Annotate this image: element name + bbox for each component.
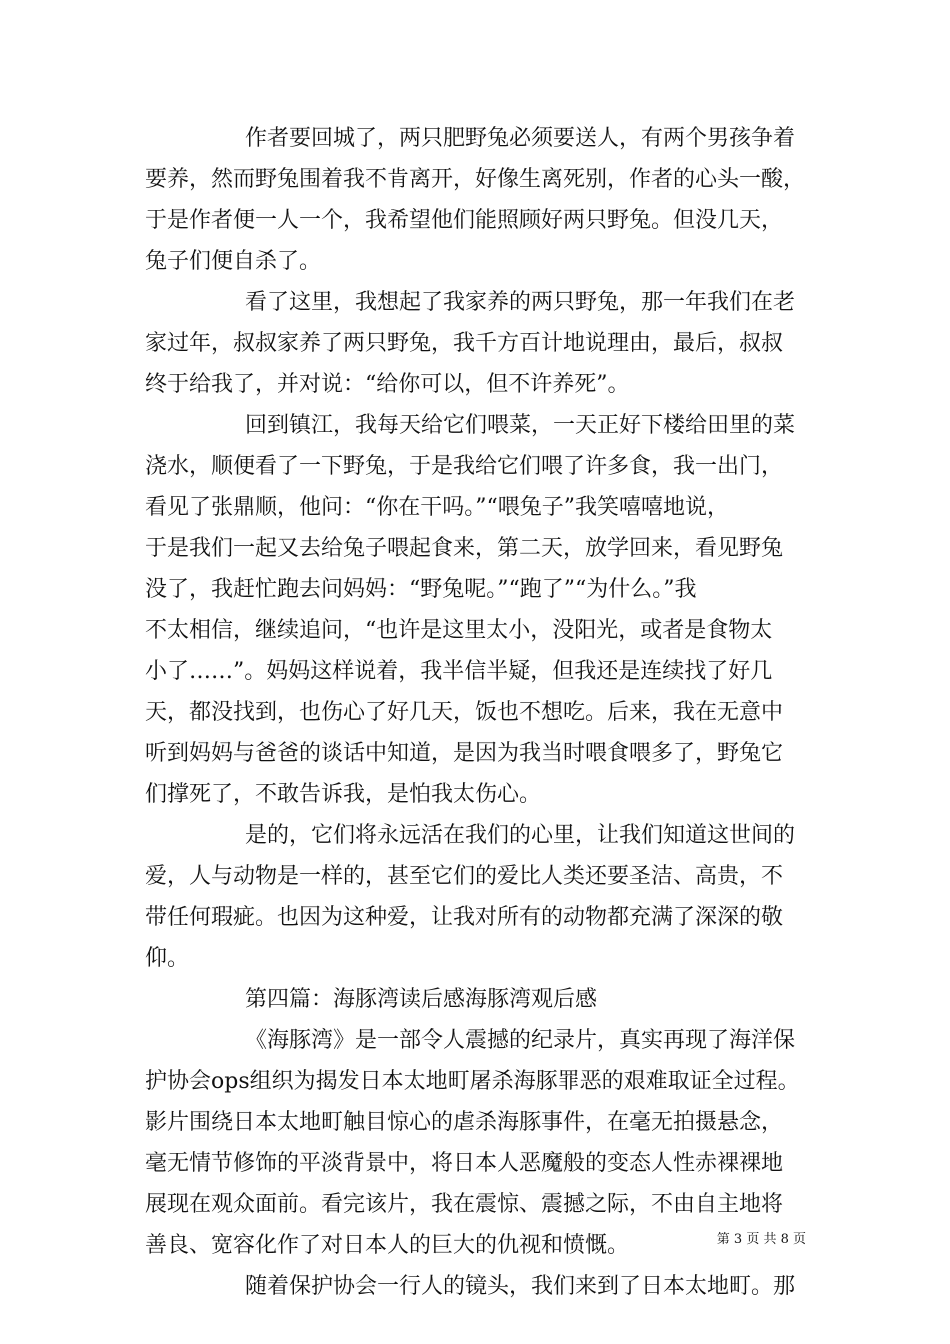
text-line: 们撑死了，不敢告诉我，是怕我太伤心。 (145, 782, 542, 807)
text-line: 随着保护协会一行人的镜头，我们来到了日本太地町。那 (245, 1274, 796, 1299)
text-line: 毫无情节修饰的平淡背景中，将日本人恶魔般的变态人性赤裸裸地 (145, 1151, 784, 1176)
text-line: 浇水，顺便看了一下野兔，于是我给它们喂了许多食，我一出门， (145, 454, 784, 479)
text-line: 是的，它们将永远活在我们的心里，让我们知道这世间的 (245, 823, 796, 848)
text-line: 善良、宽容化作了对日本人的巨大的仇视和愤慨。 (145, 1233, 630, 1258)
text-line: 没了，我赶忙跑去问妈妈：“野兔呢。”“跑了”“为什么。”我 (145, 577, 697, 602)
text-line: 作者要回城了，两只肥野兔必须要送人，有两个男孩争着 (245, 126, 796, 151)
text-line: 看见了张鼎顺，他问：“你在干吗。”“喂兔子”我笑嘻嘻地说， (145, 495, 729, 520)
text-line: 护协会ops组织为揭发日本太地町屠杀海豚罪恶的艰难取证全过程。 (145, 1069, 800, 1094)
text-line: 听到妈妈与爸爸的谈话中知道，是因为我当时喂食喂多了，野兔它 (145, 741, 784, 766)
text-line: 家过年，叔叔家养了两只野兔，我千方百计地说理由，最后，叔叔 (145, 331, 784, 356)
text-line: 天，都没找到，也伤心了好几天，饭也不想吃。后来，我在无意中 (145, 700, 784, 725)
text-line: 于是作者便一人一个，我希望他们能照顾好两只野兔。但没几天， (145, 208, 784, 233)
body-text (145, 118, 820, 1307)
text-line: 看了这里，我想起了我家养的两只野兔，那一年我们在老 (245, 290, 796, 315)
text-line: 展现在观众面前。看完该片，我在震惊、震撼之际，不由自主地将 (145, 1192, 784, 1217)
text-line: 仰。 (145, 946, 190, 971)
page-number: 第 3 页 共 8 页 (716, 1232, 806, 1247)
text-line: 于是我们一起又去给兔子喂起食来，第二天，放学回来，看见野兔 (145, 536, 784, 561)
text-line: 影片围绕日本太地町触目惊心的虐杀海豚事件，在毫无拍摄悬念， (145, 1110, 784, 1135)
text-line: 《海豚湾》是一部令人震撼的纪录片，真实再现了海洋保 (245, 1028, 796, 1053)
text-line: 要养，然而野兔围着我不肯离开，好像生离死别，作者的心头一酸， (145, 167, 806, 192)
text-line: 带任何瑕疵。也因为这种爱，让我对所有的动物都充满了深深的敬 (145, 905, 784, 930)
text-line: 回到镇江，我每天给它们喂菜，一天正好下楼给田里的菜 (245, 413, 796, 438)
text-line: 兔子们便自杀了。 (145, 249, 322, 274)
text-line: 小了……”。妈妈这样说着，我半信半疑，但我还是连续找了好几 (145, 659, 773, 684)
text-line: 不太相信，继续追问，“也许是这里太小，没阳光，或者是食物太 (145, 618, 773, 643)
text-line: 爱，人与动物是一样的，甚至它们的爱比人类还要圣洁、高贵，不 (145, 864, 784, 889)
section-heading: 第四篇：海豚湾读后感海豚湾观后感 (245, 987, 598, 1012)
text-line: 终于给我了，并对说：“给你可以，但不许养死”。 (145, 372, 630, 397)
